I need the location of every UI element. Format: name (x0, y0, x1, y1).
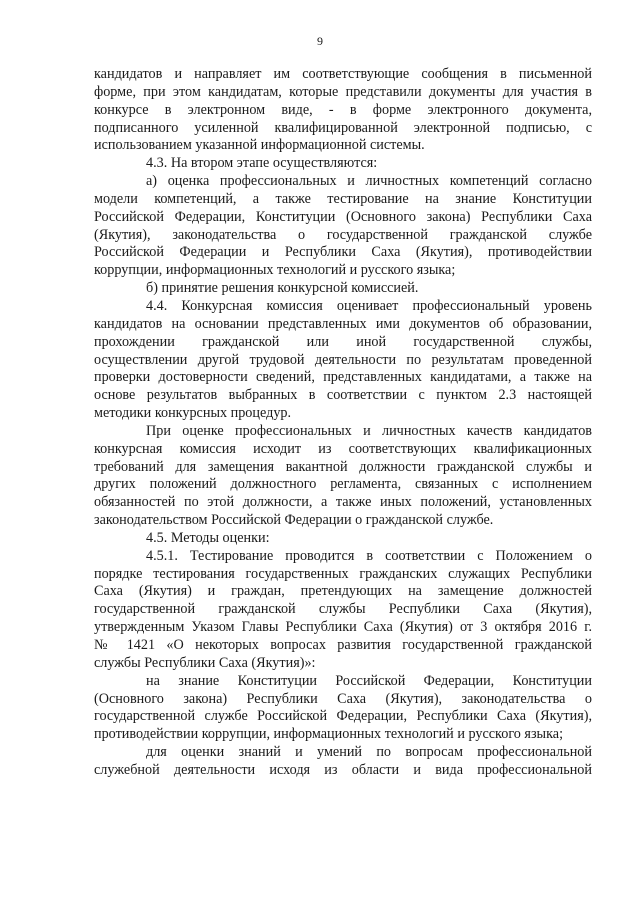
text-line: коррупции, информационных технологий и русского языка; (94, 262, 456, 279)
text-line: службы Республики Саха (Якутия)»: (94, 654, 316, 671)
text-line: методики конкурсных процедур. (94, 405, 292, 422)
page-number: 9 (317, 34, 323, 48)
text-line: проверки достоверности сведений, представленных кандидатами, а также на (94, 369, 592, 386)
text-line: обязанностей по этой должности, а также иных положений, установленных (94, 494, 592, 511)
text-line: (Основного закона) Республики Саха (Якутия), законодательства о (94, 690, 592, 707)
text-line: № 1421 «О некоторых вопросах развития государственной гражданской (94, 637, 592, 653)
text-line: Российской Федерации, Конституции (Основного закона) Республики Саха (94, 208, 592, 225)
text-line: конкурсе в электронном виде, - в форме электронного документа, (94, 101, 592, 118)
text-line: кандидатов и направляет им соответствующие сообщения в письменной (94, 66, 592, 82)
text-line: 4.5. Методы оценки: (146, 529, 270, 546)
text-line: прохождении гражданской или иной государственной службы, (94, 333, 592, 350)
text-line: противодействии коррупции, информационных технологий и русского языка; (94, 726, 564, 743)
text-line: 4.5.1. Тестирование проводится в соответствии с Положением о (146, 547, 592, 564)
text-line: (Якутия), законодательства о государственной гражданской службе (94, 226, 592, 243)
text-line: форме, при этом кандидатам, которые представили документы для участия в (94, 83, 592, 100)
text-line: Российской Федерации и Республики Саха (Якутия), противодействии (94, 244, 592, 261)
text-line: б) принятие решения конкурсной комиссией. (146, 280, 419, 297)
text-line: служебной деятельности исходя из области и вида профессиональной (94, 761, 592, 778)
text-line: порядке тестирования государственных гражданских служащих Республики (94, 565, 592, 582)
text-line: использованием указанной информационной системы. (94, 137, 425, 154)
text-line: основе результатов выбранных в соответствии с пунктом 2.3 настоящей (94, 387, 592, 404)
text-line: модели компетенций, а также тестирование на знание Конституции (94, 190, 592, 207)
text-line: 4.4. Конкурсная комиссия оценивает профессиональный уровень (146, 297, 592, 314)
text-line: других положений должностного регламента, связанных с исполнением (94, 476, 592, 493)
text-line: требований для замещения вакантной должности гражданской службы и (94, 458, 592, 475)
text-line: конкурсная комиссия исходит из соответствующих квалификационных (94, 440, 592, 457)
text-line: подписанного усиленной квалифицированной электронной подписью, с (94, 119, 592, 136)
text-line: При оценке профессиональных и личностных качеств кандидатов (146, 422, 592, 439)
text-line: государственной гражданской службы Республики Саха (Якутия), (94, 601, 592, 618)
document-body (94, 66, 592, 780)
text-line: для оценки знаний и умений по вопросам профессиональной (146, 744, 592, 761)
text-line: а) оценка профессиональных и личностных компетенций согласно (146, 173, 592, 190)
text-line: государственной службе Российской Федерации, Республики Саха (Якутия), (94, 708, 592, 725)
text-line: осуществлении другой трудовой деятельности по результатам проведенной (94, 351, 592, 368)
text-line: утвержденным Указом Главы Республики Саха (Якутия) от 3 октября 2016 г. (94, 619, 592, 636)
text-line: Саха (Якутия) и граждан, претендующих на замещение должностей (94, 583, 592, 600)
text-line: 4.3. На втором этапе осуществляются: (146, 155, 378, 172)
text-line: кандидатов на основании представленных ими документов об образовании, (94, 315, 592, 332)
text-line: законодательством Российской Федерации о гражданской службе. (94, 512, 494, 529)
text-line: на знание Конституции Российской Федерации, Конституции (146, 672, 592, 689)
